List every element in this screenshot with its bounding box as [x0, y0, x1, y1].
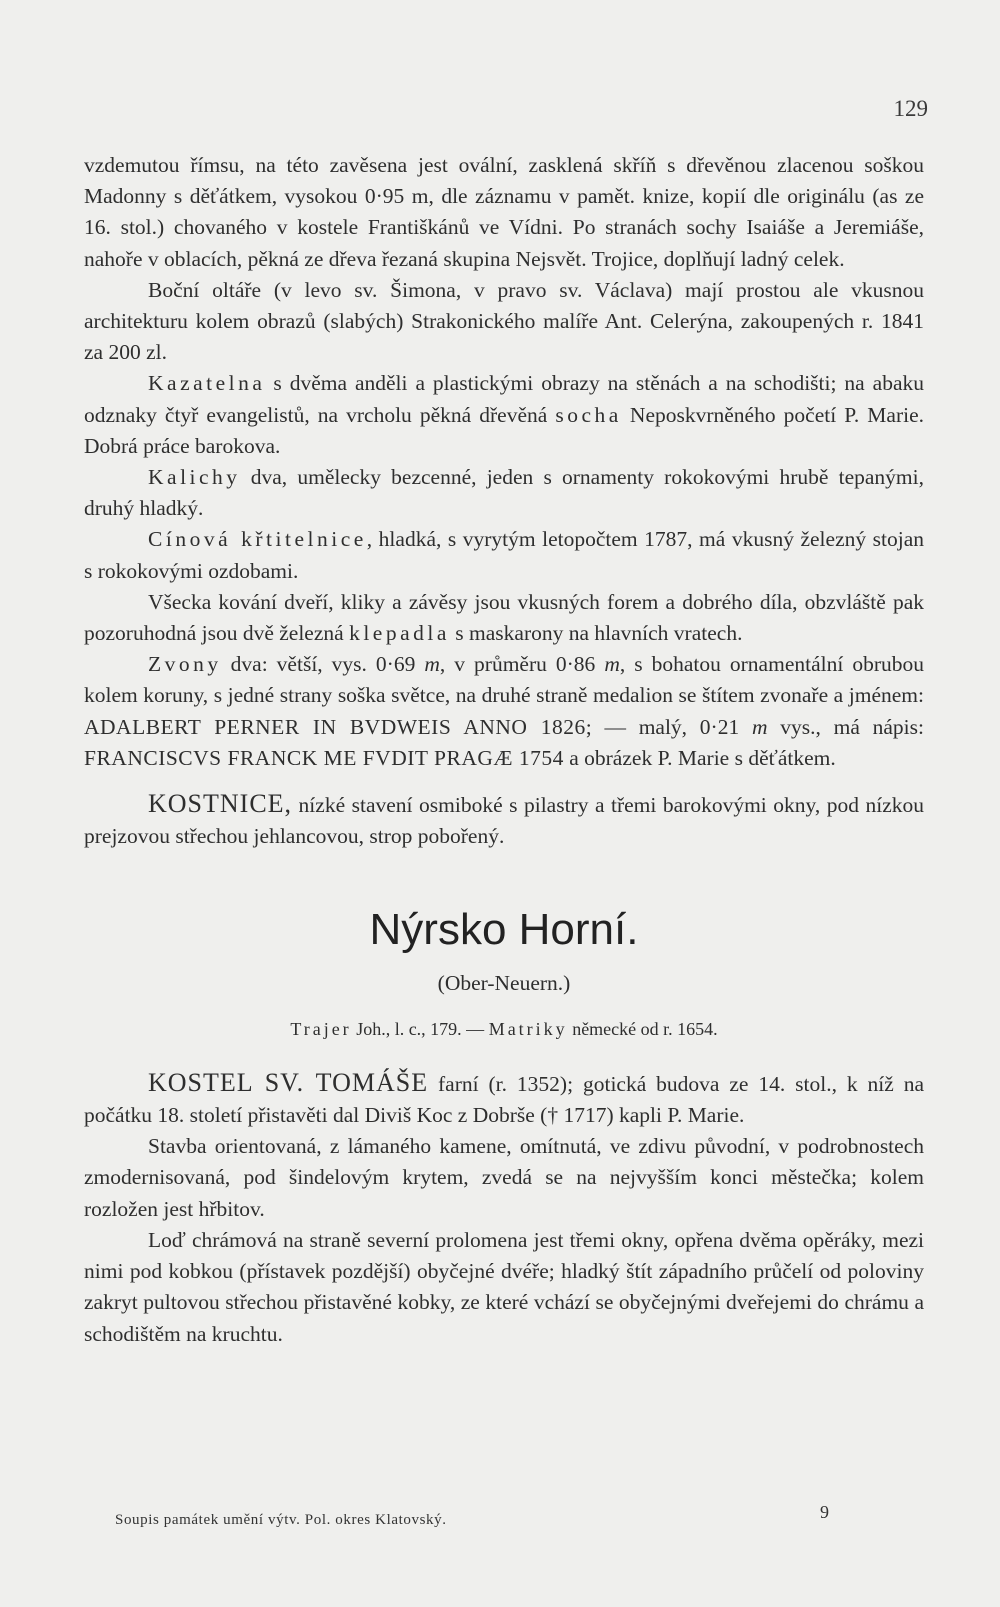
paragraph-chalices: Kalichy dva, umělecky bezcenné, jeden s ornamenty rokokovými hrubě tepanými, druhý hladký.: [84, 465, 924, 521]
spaced-term-klepadla: klepadla: [349, 621, 450, 646]
footer-publication: Soupis památek umění výtv. Pol. okres Klatovský.: [115, 1512, 447, 1528]
spaced-term-kalichy: Kalichy: [148, 465, 241, 490]
paragraph-font: Cínová křtitelnice, hladká, s vyrytým letopočtem 1787, má vkusný železný stojan s rokokovými ozdobami.: [84, 527, 924, 583]
spaced-term-krtitelnice: Cínová křtitelnice: [148, 527, 367, 552]
paragraph-1: vzdemutou římsu, na této zavěsena jest ovální, zasklená skříň s dřevěnou zlacenou soškou Madonny s děťátkem, vysokou 0·95 m, dle záznamu v pamět. knize, kopií dle originálu (as ze 16. stol.) chovaného v kostele Františkánů ve Vídni. Po stranách sochy Isaiáše a Jeremiáše, nahoře v oblacích, pěkná ze dřeva řezaná skupina Nejsvět. Trojice, doplňují ladný celek.: [84, 153, 924, 271]
document-body: [84, 150, 924, 1350]
spaced-term-zvony: Zvony: [148, 652, 222, 677]
page-number: 129: [893, 96, 928, 121]
spaced-term-kazatelna: Kazatelna: [148, 371, 266, 396]
paragraph-pulpit: Kazatelna s dvěma anděli a plastickými obrazy na stěnách a na schodišti; na abaku odznaky čtyř evangelistů, na vrcholu pěkná dřevěná socha Neposkvrněného početí P. Marie. Dobrá práce barokova.: [84, 371, 924, 458]
paragraph-door-fittings: Všecka kování dveří, kliky a závěsy jsou vkusných forem a dobrého díla, obzvláště pak pozoruhodná jsou dvě železná klepadla s maskarony na hlavních vratech.: [84, 589, 924, 646]
paragraph-ossuary: KOSTNICE, nízké stavení osmiboké s pilastry a třemi barokovými okny, pod nízkou prejzovou střechou jehlancovou, strop pobořený.: [84, 789, 924, 849]
paragraph-bells: Zvony dva: větší, vys. 0·69 m, v průměru 0·86 m, s bohatou ornamentální obrubou kolem koruny, s jedné strany soška světce, na druhé straně medalion se štítem zvonaře a jménem: ADALBERT PERNER IN BVDWEIS ANNO 1826; — malý, 0·21 m vys., má nápis: FRANCISCVS FRANCK ME FVDIT PRAGÆ 1754 a obrázek P. Marie s děťátkem.: [84, 652, 924, 770]
section-subtitle: (Ober-Neuern.): [437, 971, 571, 996]
paragraph-side-altars: Boční oltáře (v levo sv. Šimona, v pravo sv. Václava) mají prostou ale vkusnou architekturu kolem obrazů (slabých) Strakonického malíře Ant. Celerýna, zakoupených r. 1841 za 200 zl.: [84, 277, 924, 365]
bell-inscription-2: FRANCISCVS FRANCK ME FVDIT PRAGÆ 1754: [84, 745, 564, 770]
heading-kostel: KOSTEL SV. TOMÁŠE: [148, 1067, 429, 1097]
heading-kostnice: KOSTNICE,: [148, 789, 293, 819]
paragraph-church: KOSTEL SV. TOMÁŠE farní (r. 1352); gotická budova ze 14. stol., k níž na počátku 18. století přistavěti dal Diviš Koc z Dobrše († 1717) kapli P. Marie.: [84, 1067, 924, 1128]
bell-inscription-1: ADALBERT PERNER IN BVDWEIS ANNO 1826: [84, 714, 586, 739]
paragraph-construction: Stavba orientovaná, z lámaného kamene, omítnutá, ve zdivu původní, v podrobnostech zmodernisovaná, pod šindelovým krytem, zvedá se na nejvyšším konci městečka; kolem rozložen jest hřbitov.: [84, 1134, 924, 1221]
section-title: Nýrsko Horní.: [369, 905, 639, 955]
paragraph-nave: Loď chrámová na straně severní prolomena jest třemi okny, opřena dvěma opěráky, mezi nimi pod kobkou (přístavek pozdější) obyčejné dvéře; hladký štít západního průčelí od poloviny zakryt pultovou střechou přistavěné kobky, ze které vchází se obyčejnými dveřejemi do chrámu a schodištěm na kruchtu.: [84, 1227, 924, 1346]
spaced-term-socha: socha: [555, 402, 622, 427]
section-title-block: [84, 904, 924, 1044]
section-references: Trajer Joh., l. c., 179. — Matriky německé od r. 1654.: [290, 1018, 718, 1039]
footer-signature: 9: [820, 1502, 829, 1522]
